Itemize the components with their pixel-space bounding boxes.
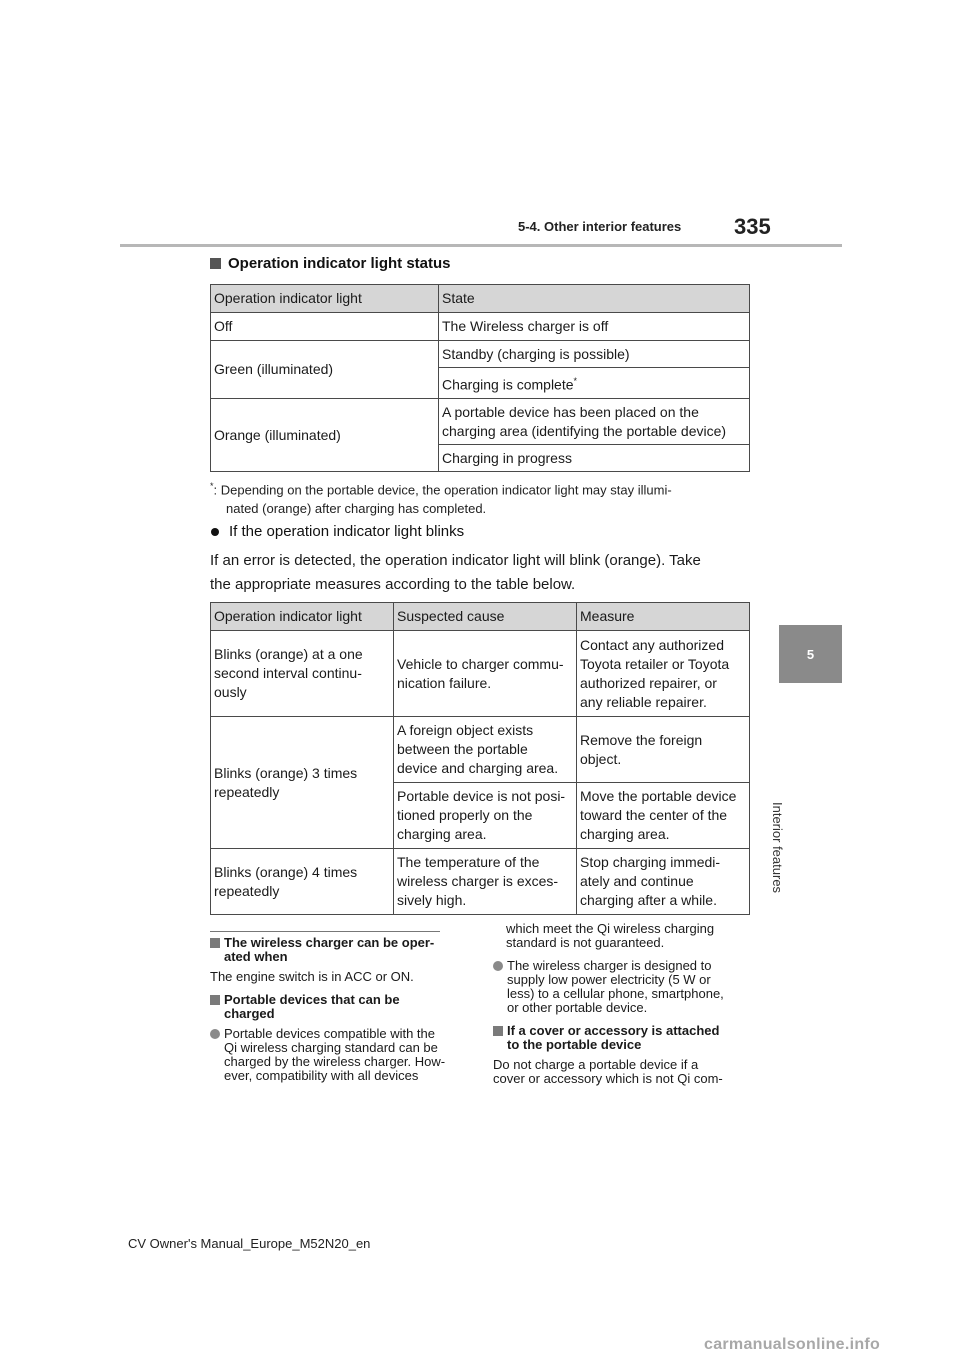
section-title-text: Operation indicator light status	[228, 255, 451, 272]
blink-cause-table	[210, 602, 750, 915]
footnote-mark: *	[573, 375, 578, 386]
footnote-mark: *	[210, 481, 214, 491]
measure-cell	[577, 717, 750, 783]
cell-line: A foreign object exists	[397, 722, 534, 738]
table-row	[211, 399, 750, 445]
paragraph-line: the appropriate measures according to the table below.	[210, 576, 576, 593]
state-cell: Standby (charging is possible)	[439, 341, 750, 368]
table-header-row	[211, 603, 750, 631]
measure-cell	[577, 849, 750, 915]
note-heading	[210, 993, 468, 1021]
state-cell: Charging in progress	[439, 445, 750, 472]
cell-line: tioned properly on the	[397, 807, 533, 823]
cell-line: authorized repairer, or	[580, 674, 717, 691]
note-text: The engine switch is in ACC or ON.	[210, 969, 414, 984]
cell-line: ately and continue	[580, 873, 694, 889]
cell-line: repeatedly	[214, 783, 280, 800]
cell-line: sively high.	[397, 892, 467, 908]
header-cell: Measure	[577, 603, 750, 631]
circle-bullet-icon	[210, 1029, 220, 1039]
header-cell: Operation indicator light	[211, 603, 394, 631]
bullet-line: or other portable device.	[507, 1000, 648, 1015]
heading-line: charged	[224, 1006, 275, 1021]
cell-line: Contact any authorized	[580, 636, 724, 653]
measure-cell	[577, 631, 750, 717]
light-cell	[211, 849, 394, 915]
text-line: which meet the Qi wireless charging	[506, 921, 715, 936]
cause-cell	[394, 849, 577, 915]
measure-cell	[577, 783, 750, 849]
bullet-line: The wireless charger is designed to	[507, 958, 712, 973]
cell-line: wireless charger is exces-	[397, 873, 559, 889]
cell-line: charging area.	[397, 826, 487, 842]
cell-line: object.	[580, 750, 622, 767]
state-cell: The Wireless charger is off	[439, 313, 750, 341]
blink-heading	[211, 523, 464, 540]
bullet-line: less) to a cellular phone, smartphone,	[507, 986, 724, 1001]
cell-line: nication failure.	[397, 674, 492, 691]
table-row	[211, 313, 750, 341]
cell-line: Blinks (orange) 4 times	[214, 863, 358, 880]
cell-line: Blinks (orange) at a one	[214, 646, 363, 662]
cause-cell	[394, 631, 577, 717]
chapter-side-label: Interior features	[770, 802, 785, 894]
cell-line: Portable device is not posi-	[397, 788, 566, 804]
cause-cell	[394, 717, 577, 783]
paragraph-line: If an error is detected, the operation indicator light will blink (orange). Take	[210, 552, 701, 569]
cell-line: Toyota retailer or Toyota	[580, 655, 730, 672]
notes-right-column	[493, 922, 751, 1095]
square-bullet-icon	[210, 258, 221, 269]
bullet-line: Portable devices compatible with the	[224, 1026, 436, 1041]
note-text	[493, 922, 751, 950]
table-row	[211, 341, 750, 368]
page-number: 335	[734, 214, 771, 239]
table-header-row	[211, 285, 750, 313]
note-bullet	[210, 1027, 468, 1083]
watermark: carmanualsonline.info	[704, 1336, 881, 1353]
cell-line: Stop charging immedi-	[580, 854, 721, 870]
text-line: Do not charge a portable device if a	[493, 1057, 699, 1072]
header-cell: State	[439, 285, 750, 313]
cell-line: Vehicle to charger commu-	[397, 655, 564, 672]
text-line: cover or accessory which is not Qi com-	[493, 1071, 723, 1086]
heading-line: ated when	[224, 949, 288, 964]
light-cell	[211, 631, 394, 717]
state-cell	[439, 399, 750, 445]
cell-line: repeatedly	[214, 882, 280, 899]
cell-line: charging after a while.	[580, 892, 717, 908]
cell-line: Remove the foreign	[580, 731, 703, 748]
chapter-tab: 5	[779, 625, 842, 683]
state-line: charging area (identifying the portable device)	[442, 422, 727, 439]
square-bullet-icon	[493, 1026, 503, 1036]
header-rule	[120, 244, 842, 247]
blink-paragraph	[210, 549, 760, 597]
cell-line: second interval continu-	[214, 665, 362, 681]
footnote	[210, 477, 750, 518]
page-footer: CV Owner's Manual_Europe_M52N20_en	[128, 1236, 371, 1251]
cause-cell	[394, 783, 577, 849]
cell-line: Blinks (orange) 3 times	[214, 764, 358, 781]
light-cell	[211, 717, 394, 849]
cell-line: device and charging area.	[397, 760, 559, 776]
heading-line: If a cover or accessory is attached	[507, 1023, 720, 1038]
section-header: 5-4. Other interior features	[518, 219, 682, 234]
header-cell: Operation indicator light	[211, 285, 439, 313]
notes-divider	[210, 931, 440, 932]
light-cell: Orange (illuminated)	[211, 399, 439, 472]
table-row	[211, 849, 750, 915]
heading-line: to the portable device	[507, 1037, 642, 1052]
heading-line: Portable devices that can be	[224, 992, 400, 1007]
cell-line: The temperature of the	[397, 854, 540, 870]
bullet-line: supply low power electricity (5 W or	[507, 972, 711, 987]
cell-line: toward the center of the	[580, 807, 728, 823]
bullet-line: charged by the wireless charger. How-	[224, 1054, 446, 1069]
bullet-line: Qi wireless charging standard can be	[224, 1040, 438, 1055]
square-bullet-icon	[210, 938, 220, 948]
state-text: Charging is complete	[442, 376, 574, 393]
cell-line: between the portable	[397, 741, 528, 757]
note-bullet	[493, 959, 751, 1015]
header-cell: Suspected cause	[394, 603, 577, 631]
circle-bullet-icon	[493, 961, 503, 971]
heading-line: The wireless charger can be oper-	[224, 935, 435, 950]
blink-heading-text: If the operation indicator light blinks	[229, 523, 465, 540]
light-cell: Green (illuminated)	[211, 341, 439, 399]
state-cell	[439, 368, 750, 399]
cell-line: any reliable repairer.	[580, 693, 707, 710]
footnote-line	[210, 477, 750, 499]
note-text	[493, 1058, 751, 1086]
note-heading	[210, 936, 468, 964]
table-row	[211, 717, 750, 783]
indicator-status-table	[210, 284, 750, 472]
notes-left-column	[210, 936, 468, 1092]
light-cell: Off	[211, 313, 439, 341]
bullet-dot-icon	[211, 528, 219, 536]
cell-line: Move the portable device	[580, 788, 737, 804]
text-line: standard is not guaranteed.	[506, 935, 665, 950]
bullet-line: ever, compatibility with all devices	[224, 1068, 419, 1083]
footnote-text: : Depending on the portable device, the operation indicator light may stay illumi-	[213, 482, 672, 498]
footnote-line: nated (orange) after charging has completed.	[226, 501, 487, 517]
square-bullet-icon	[210, 995, 220, 1005]
cell-line: ously	[214, 684, 247, 700]
table-row	[211, 631, 750, 717]
note-heading	[493, 1024, 751, 1052]
state-line: A portable device has been placed on the	[442, 403, 699, 420]
section-title	[210, 255, 451, 272]
cell-line: charging area.	[580, 826, 670, 842]
